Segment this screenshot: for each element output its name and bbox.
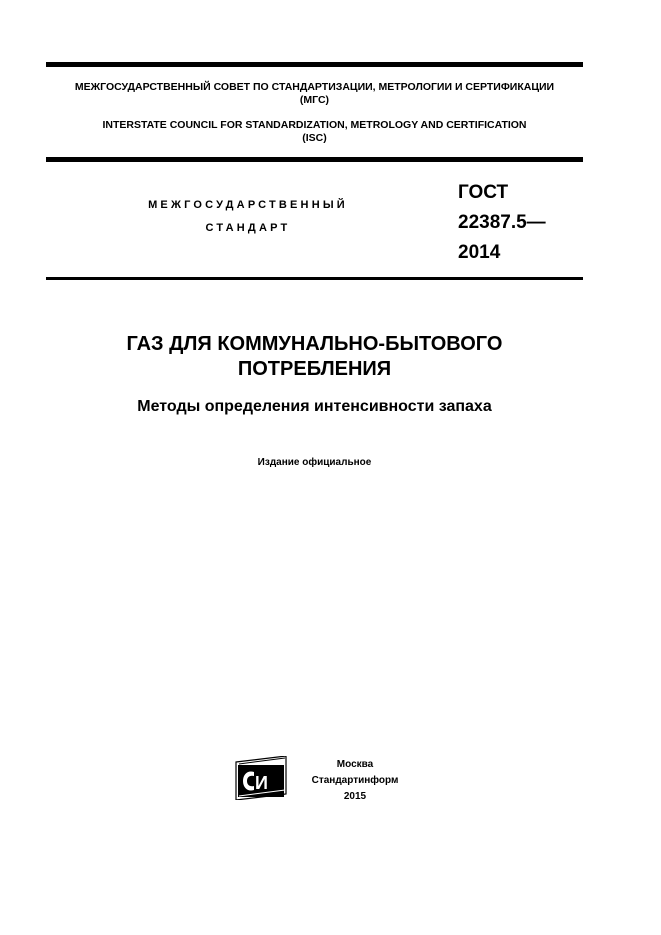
designation-number: 22387.5— [458,212,546,233]
council-name-en-line: INTERSTATE COUNCIL FOR STANDARDIZATION, METROLOGY AND CERTIFICATION [102,119,527,131]
publisher-block [300,757,410,805]
designation-year: 2014 [458,242,501,263]
council-abbr-en: (ISC) [302,132,327,144]
standard-kind-line1: МЕЖГОСУДАРСТВЕННЫЙ [148,199,348,211]
svg-text:И: И [255,773,268,793]
publisher-year: 2015 [343,791,367,802]
council-abbr-ru: (МГС) [299,94,330,106]
designation-prefix: ГОСТ [458,182,509,203]
standartinform-logo-icon [235,756,287,800]
document-title-line2: ПОТРЕБЛЕНИЯ [237,358,392,380]
document-title-line1: ГАЗ ДЛЯ КОММУНАЛЬНО-БЫТОВОГО [126,333,503,355]
document-subtitle: Методы определения интенсивности запаха [137,398,492,415]
publisher-city: Москва [336,759,374,770]
top-rule [46,62,583,67]
council-name-en [46,119,583,145]
document-title [46,332,583,382]
lower-rule [46,277,583,280]
edition-note: Издание официальное [257,457,372,468]
middle-rule [46,157,583,162]
council-name-ru [46,81,583,107]
publisher-name: Стандартинформ [311,775,399,786]
council-name-ru-line: МЕЖГОСУДАРСТВЕННЫЙ СОВЕТ ПО СТАНДАРТИЗАЦИИ, МЕТРОЛОГИИ И СЕРТИФИКАЦИИ [74,81,555,93]
standard-designation [458,178,546,268]
standard-kind-line2: СТАНДАРТ [205,222,291,234]
